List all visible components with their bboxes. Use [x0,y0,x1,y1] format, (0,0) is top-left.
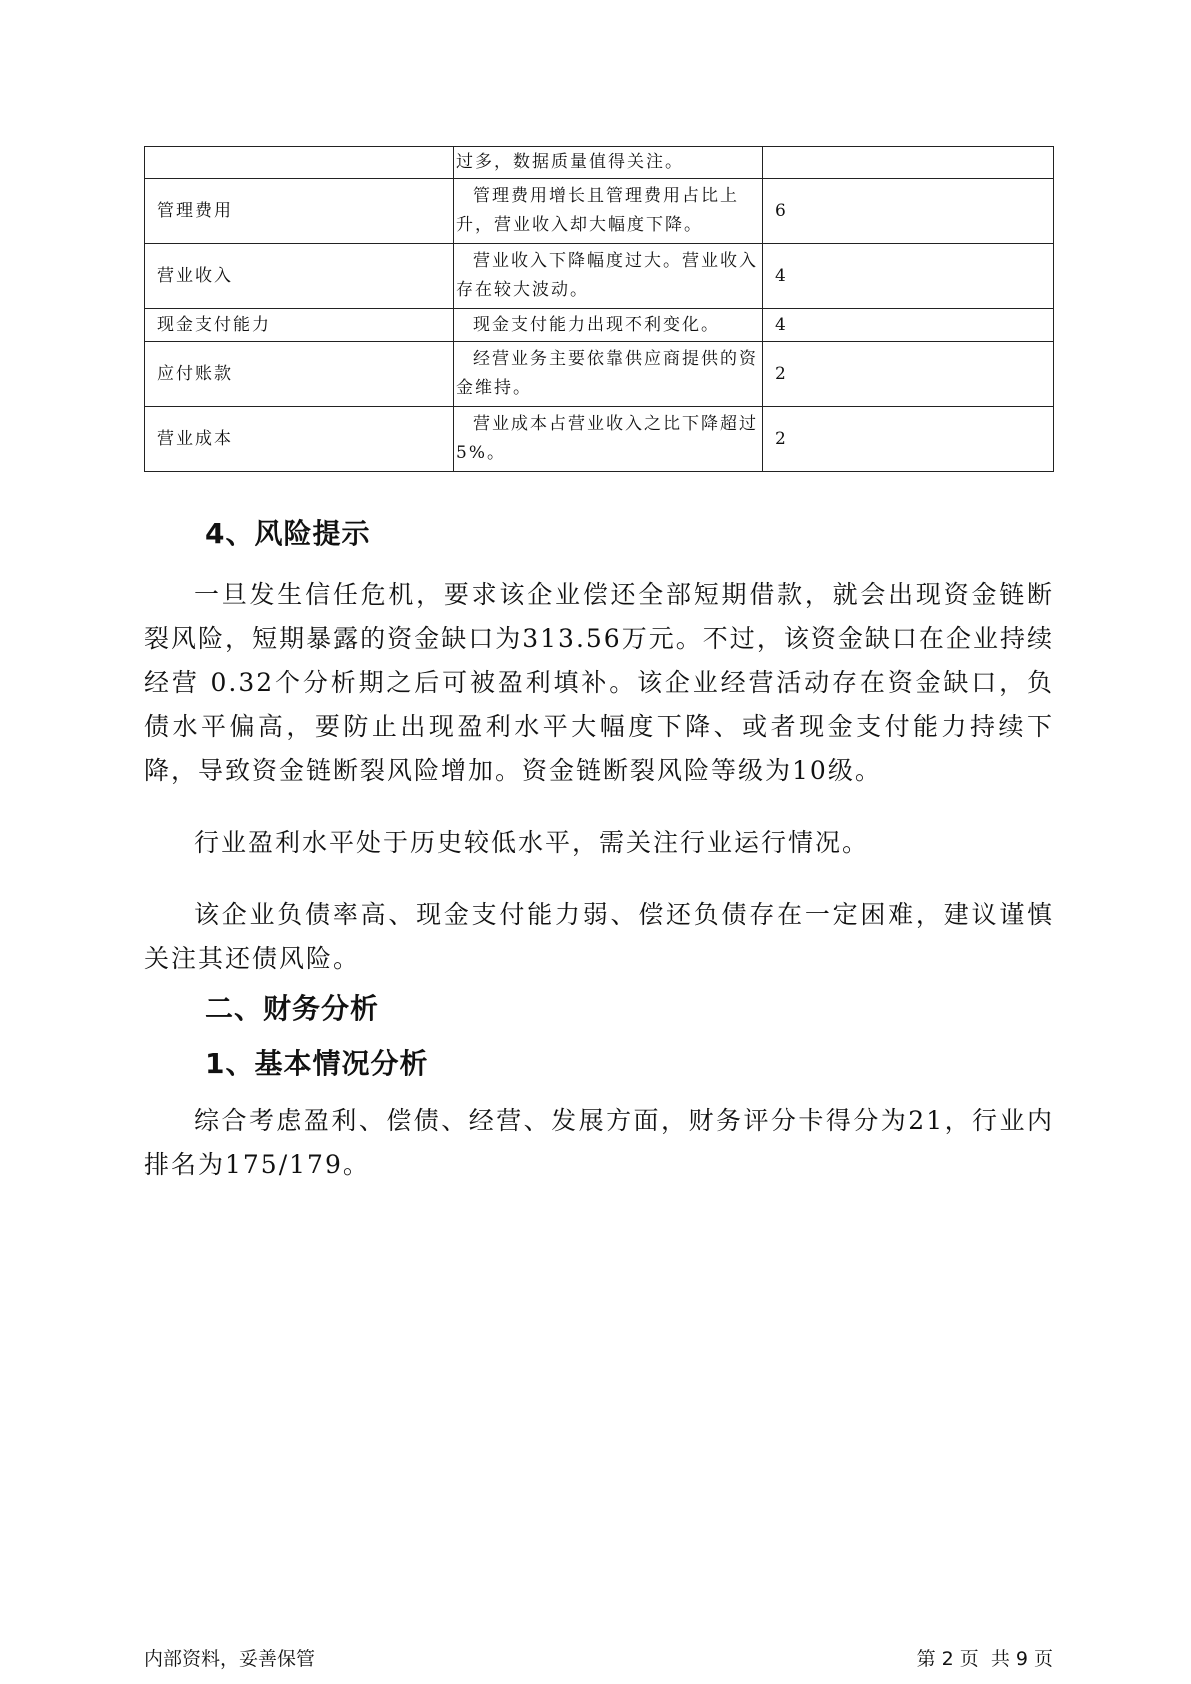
table-row [145,147,1054,179]
risk-section-heading: 4、风险提示 [205,517,371,550]
table-cell-item: 现金支付能力 [145,309,454,342]
table-row [145,407,1054,472]
table-cell-score: 2 [763,407,1054,472]
basic-analysis-heading: 1、基本情况分析 [205,1047,429,1080]
table-cell-description: 营业成本占营业收入之比下降超过5%。 [454,407,763,472]
table-cell-description: 现金支付能力出现不利变化。 [454,309,763,342]
table-cell-item [145,147,454,179]
basic-analysis-paragraph: 综合考虑盈利、偿债、经营、发展方面，财务评分卡得分为21，行业内排名为175/179。 [144,1106,1054,1179]
footer-page-number: 第 2 页 共 9 页 [916,1648,1053,1670]
table-row [145,179,1054,244]
risk-paragraph-funding-gap: 一旦发生信任危机，要求该企业偿还全部短期借款，就会出现资金链断裂风险，短期暴露的资金缺口为313.56万元。不过，该资金缺口在企业持续经营 0.32个分析期之后可被盈利填补。该企业经营活动存在资金缺口，负债水平偏高，要防止出现盈利水平大幅度下降、或者现金支付能力持续下降，导致资金链断裂风险增加。资金链断裂风险等级为10级。 [144,580,1054,785]
footer-confidential-note: 内部资料，妥善保管 [144,1648,316,1670]
table-cell-item: 应付账款 [145,342,454,407]
table-cell-description: 管理费用增长且管理费用占比上升，营业收入却大幅度下降。 [454,179,763,244]
table-cell-item: 管理费用 [145,179,454,244]
finance-section-heading: 二、财务分析 [205,992,380,1025]
table-cell-score: 4 [763,309,1054,342]
table-cell-score: 2 [763,342,1054,407]
table-cell-score: 6 [763,179,1054,244]
risk-paragraph-industry: 行业盈利水平处于历史较低水平，需关注行业运行情况。 [194,828,870,857]
risk-factor-table [144,146,1054,472]
table-row [145,309,1054,342]
table-cell-score: 4 [763,244,1054,309]
table-cell-item: 营业成本 [145,407,454,472]
table-row [145,342,1054,407]
table-cell-description: 营业收入下降幅度过大。营业收入存在较大波动。 [454,244,763,309]
table-cell-description: 经营业务主要依靠供应商提供的资金维持。 [454,342,763,407]
table-cell-item: 营业收入 [145,244,454,309]
table-cell-score [763,147,1054,179]
table-cell-description: 过多，数据质量值得关注。 [454,147,763,179]
risk-paragraph-debt: 该企业负债率高、现金支付能力弱、偿还负债存在一定困难，建议谨慎关注其还债风险。 [144,900,1054,973]
table-row [145,244,1054,309]
